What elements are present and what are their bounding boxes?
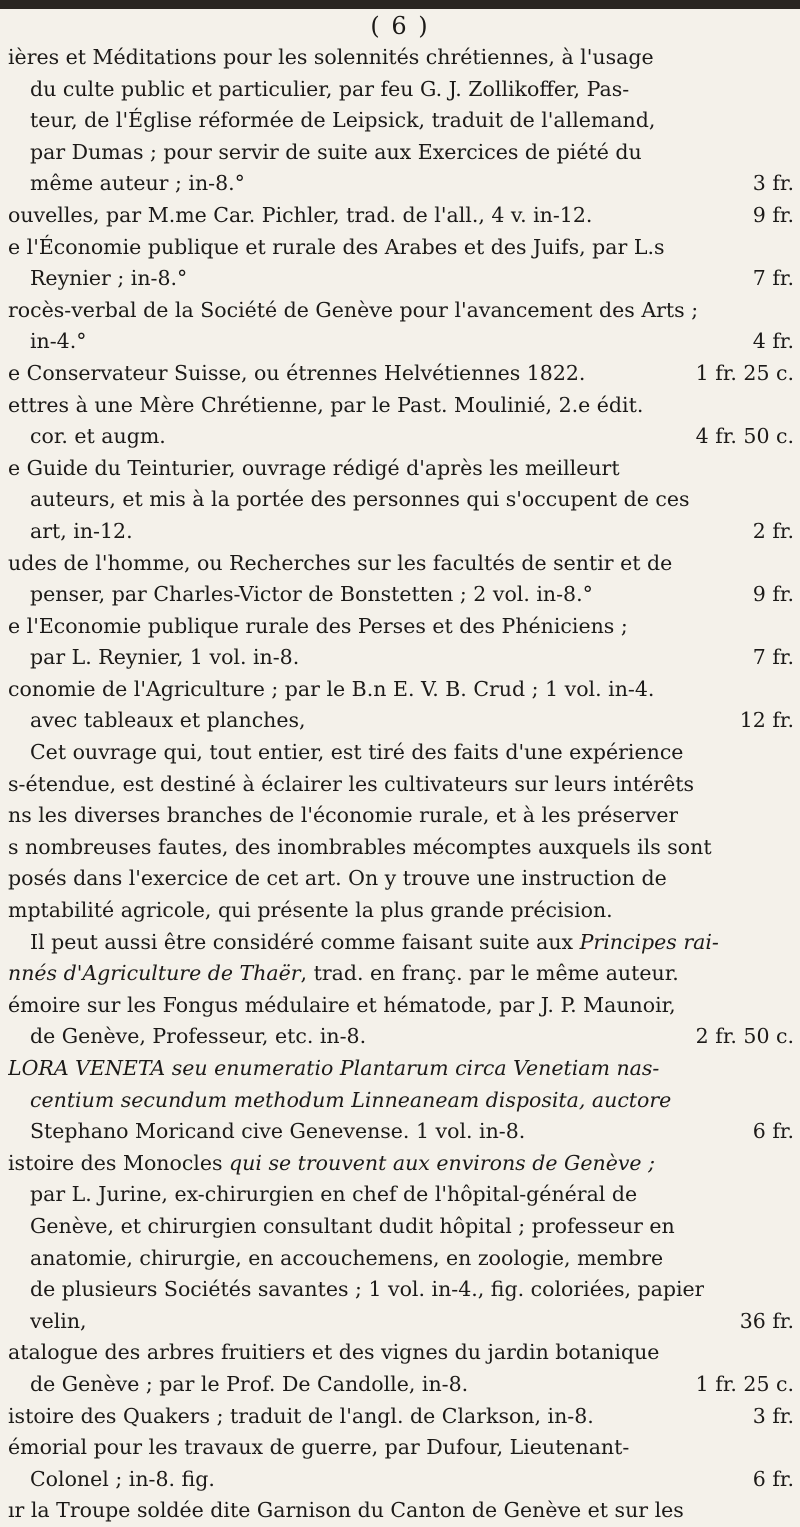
catalogue-line	[8, 1148, 794, 1180]
line-text	[30, 326, 87, 358]
catalogue-line	[8, 642, 794, 674]
line-text	[8, 611, 628, 643]
catalogue-line	[8, 1116, 794, 1148]
line-roman-text: rocès-verbal de la Société de Genève pour l'avancement des Arts ;	[8, 297, 699, 322]
price: 12 fr.	[739, 708, 794, 733]
line-roman-text: s-étendue, est destiné à éclairer les cultivateurs sur leurs intérêts	[8, 771, 694, 796]
line-roman-text: istoire des Monocles	[8, 1150, 230, 1175]
catalogue-line	[8, 1211, 794, 1243]
line-text	[30, 579, 593, 611]
line-roman-text: de Genève ; par le Prof. De Candolle, in-8.	[30, 1371, 469, 1396]
line-text	[30, 137, 642, 169]
line-roman-text: cor. et augm.	[30, 424, 166, 449]
line-text	[8, 232, 664, 264]
catalogue-line	[8, 484, 794, 516]
line-roman-text: teur, de l'Église réformée de Leipsick, traduit de l'allemand,	[30, 108, 656, 133]
catalogue-line	[8, 168, 794, 200]
catalogue-line	[8, 548, 794, 580]
line-text	[8, 453, 620, 485]
catalogue-line	[8, 421, 794, 453]
line-roman-text: Reynier ; in-8.°	[30, 266, 188, 291]
catalogue-line	[8, 326, 794, 358]
catalogue-line	[8, 927, 794, 959]
catalogue-line	[8, 1369, 794, 1401]
line-text	[30, 737, 683, 769]
line-text	[8, 358, 585, 390]
catalogue-line	[8, 1085, 794, 1117]
catalogue-line	[8, 895, 794, 927]
line-roman-text: art, in-12.	[30, 518, 133, 543]
line-roman-text: ouvelles, par M.me Car. Pichler, trad. de l'all., 4 v. in-12.	[8, 202, 593, 227]
catalogue-line	[8, 958, 794, 990]
catalogue-line	[8, 1495, 794, 1527]
line-roman-text: e l'Economie publique rurale des Perses et des Phéniciens ;	[8, 613, 628, 638]
catalogue-line	[8, 674, 794, 706]
line-roman-text: par Dumas ; pour servir de suite aux Exercices de piété du	[30, 139, 642, 164]
catalogue-line	[8, 1179, 794, 1211]
line-text	[8, 990, 676, 1022]
line-text	[30, 516, 133, 548]
catalogue-line	[8, 358, 794, 390]
price: 6 fr.	[752, 1466, 794, 1491]
catalogue-line	[8, 1464, 794, 1496]
catalogue-line	[8, 74, 794, 106]
catalogue-line	[8, 990, 794, 1022]
line-text	[8, 1495, 684, 1527]
line-text	[30, 1369, 468, 1401]
page-number: ( 6 )	[370, 12, 430, 40]
line-roman-text: par L. Reynier, 1 vol. in-8.	[30, 645, 300, 670]
line-italic-text: Principes rai-	[579, 929, 719, 954]
line-italic-text: nnés d'Agriculture de Thaër	[8, 961, 301, 986]
catalogue-line	[8, 232, 794, 264]
catalogue-line	[8, 200, 794, 232]
line-roman-text: e Guide du Teinturier, ouvrage rédigé d'après les meilleurt	[8, 455, 620, 480]
catalogue-line	[8, 1337, 794, 1369]
catalogue-line	[8, 1021, 794, 1053]
line-text	[30, 105, 655, 137]
price: 2 fr.	[752, 518, 794, 543]
catalogue-line	[8, 137, 794, 169]
line-roman-text: penser, par Charles-Victor de Bonstetten ; 2 vol. in-8.°	[30, 582, 593, 607]
line-roman-text: posés dans l'exercice de cet art. On y trouve une instruction de	[8, 866, 667, 891]
line-roman-text: même auteur ; in-8.°	[30, 171, 245, 196]
line-text	[8, 1053, 659, 1085]
catalogue-line	[8, 1243, 794, 1275]
line-tail-text: , trad. en franç. par le même auteur.	[300, 961, 679, 986]
catalogue-line	[8, 800, 794, 832]
price: 9 fr.	[752, 202, 794, 227]
price: 1 fr. 25 c.	[695, 1371, 794, 1396]
line-roman-text: Il peut aussi être considéré comme faisant suite aux	[30, 929, 580, 954]
line-text	[8, 1148, 655, 1180]
line-text	[30, 1179, 637, 1211]
line-text	[30, 1464, 215, 1496]
line-text	[30, 705, 306, 737]
line-text	[8, 1337, 659, 1369]
catalogue-line	[8, 1401, 794, 1433]
line-roman-text: avec tableaux et planches,	[30, 708, 306, 733]
catalogue-line	[8, 390, 794, 422]
line-roman-text: in-4.°	[30, 329, 87, 354]
line-text	[8, 390, 643, 422]
line-roman-text: ns les diverses branches de l'économie rurale, et à les préserver	[8, 803, 679, 828]
line-roman-text: udes de l'homme, ou Recherches sur les facultés de sentir et de	[8, 550, 673, 575]
line-text	[8, 800, 678, 832]
line-roman-text: ières et Méditations pour les solennités chrétiennes, à l'usage	[8, 45, 654, 69]
line-roman-text: de plusieurs Sociétés savantes ; 1 vol. in-4., fig. coloriées, papier	[30, 1277, 705, 1302]
price: 3 fr.	[752, 1403, 794, 1428]
line-text	[8, 674, 654, 706]
line-text	[8, 863, 667, 895]
line-italic-text: centium secundum methodum Linneaneam disposita, auctore	[30, 1087, 672, 1112]
price: 4 fr.	[752, 329, 794, 354]
line-italic-text: LORA VENETA seu enumeratio Plantarum circa Venetiam nas-	[8, 1056, 660, 1080]
catalogue-line	[8, 263, 794, 295]
price: 4 fr. 50 c.	[695, 424, 794, 449]
price: 7 fr.	[752, 266, 794, 291]
line-text	[30, 1243, 663, 1275]
line-text	[8, 1401, 594, 1433]
line-roman-text: e Conservateur Suisse, ou étrennes Helvétiennes 1822.	[8, 360, 586, 385]
catalogue-line	[8, 737, 794, 769]
line-text	[30, 1274, 704, 1306]
catalogue-text	[8, 42, 794, 1527]
price: 36 fr.	[739, 1308, 794, 1333]
line-roman-text: velin,	[30, 1308, 87, 1333]
line-roman-text: ır la Troupe soldée dite Garnison du Canton de Genève et sur les	[8, 1498, 684, 1523]
line-text	[8, 42, 654, 74]
catalogue-line	[8, 295, 794, 327]
line-text	[30, 1211, 675, 1243]
line-text	[8, 832, 712, 864]
line-text	[8, 1432, 629, 1464]
catalogue-line	[8, 863, 794, 895]
catalogue-line	[8, 105, 794, 137]
line-text	[8, 200, 592, 232]
line-text	[30, 421, 166, 453]
catalogue-line	[8, 769, 794, 801]
line-text	[30, 642, 299, 674]
line-roman-text: anatomie, chirurgie, en accouchemens, en zoologie, membre	[30, 1245, 664, 1270]
catalogue-line	[8, 42, 794, 74]
price: 7 fr.	[752, 645, 794, 670]
line-roman-text: de Genève, Professeur, etc. in-8.	[30, 1024, 367, 1049]
line-roman-text: istoire des Quakers ; traduit de l'angl. de Clarkson, in-8.	[8, 1403, 594, 1428]
line-text	[30, 1116, 525, 1148]
line-roman-text: s nombreuses fautes, des inombrables mécomptes auxquels ils sont	[8, 834, 712, 859]
catalogue-line	[8, 1432, 794, 1464]
price: 9 fr.	[752, 582, 794, 607]
line-text	[30, 263, 187, 295]
line-roman-text: mptabilité agricole, qui présente la plus grande précision.	[8, 898, 613, 923]
line-text	[30, 74, 629, 106]
catalogue-line	[8, 453, 794, 485]
price: 2 fr. 50 c.	[695, 1024, 794, 1049]
line-roman-text: émoire sur les Fongus médulaire et hématode, par J. P. Maunoir,	[8, 992, 676, 1017]
line-roman-text: Stephano Moricand cive Genevense. 1 vol. in-8.	[30, 1119, 526, 1144]
line-text	[30, 484, 690, 516]
line-roman-text: e l'Économie publique et rurale des Arabes et des Juifs, par L.s	[8, 234, 665, 259]
catalogue-line	[8, 1306, 794, 1338]
line-roman-text: Cet ouvrage qui, tout entier, est tiré des faits d'une expérience	[30, 740, 684, 765]
line-roman-text: ettres à une Mère Chrétienne, par le Past. Moulinié, 2.e édit.	[8, 392, 644, 417]
line-text	[30, 1306, 87, 1338]
line-roman-text: atalogue des arbres fruitiers et des vignes du jardin botanique	[8, 1340, 660, 1365]
price: 3 fr.	[752, 171, 794, 196]
catalogue-line	[8, 705, 794, 737]
line-text	[30, 1021, 366, 1053]
catalogue-line	[8, 516, 794, 548]
price: 6 fr.	[752, 1119, 794, 1144]
page-top-edge	[0, 0, 800, 9]
catalogue-line	[8, 1053, 794, 1085]
catalogue-line	[8, 832, 794, 864]
catalogue-line	[8, 611, 794, 643]
line-italic-text: qui se trouvent aux environs de Genève ;	[229, 1150, 655, 1175]
line-roman-text: émorial pour les travaux de guerre, par Dufour, Lieutenant-	[8, 1435, 630, 1460]
line-text	[30, 1085, 671, 1117]
line-text	[8, 769, 694, 801]
line-roman-text: Colonel ; in-8. fig.	[30, 1466, 215, 1491]
line-roman-text: par L. Jurine, ex-chirurgien en chef de l'hôpital-général de	[30, 1182, 638, 1207]
line-text	[8, 548, 672, 580]
line-text	[8, 958, 679, 990]
catalogue-line	[8, 579, 794, 611]
line-roman-text: du culte public et particulier, par feu G. J. Zollikoffer, Pas-	[30, 76, 630, 101]
price: 1 fr. 25 c.	[695, 360, 794, 385]
line-text	[30, 168, 245, 200]
line-roman-text: auteurs, et mis à la portée des personnes qui s'occupent de ces	[30, 487, 690, 512]
line-roman-text: conomie de l'Agriculture ; par le B.n E. V. B. Crud ; 1 vol. in-4.	[8, 676, 655, 701]
line-text	[8, 895, 613, 927]
line-text	[8, 295, 698, 327]
catalogue-line	[8, 1274, 794, 1306]
line-roman-text: Genève, et chirurgien consultant dudit hôpital ; professeur en	[30, 1213, 675, 1238]
line-text	[30, 927, 719, 959]
